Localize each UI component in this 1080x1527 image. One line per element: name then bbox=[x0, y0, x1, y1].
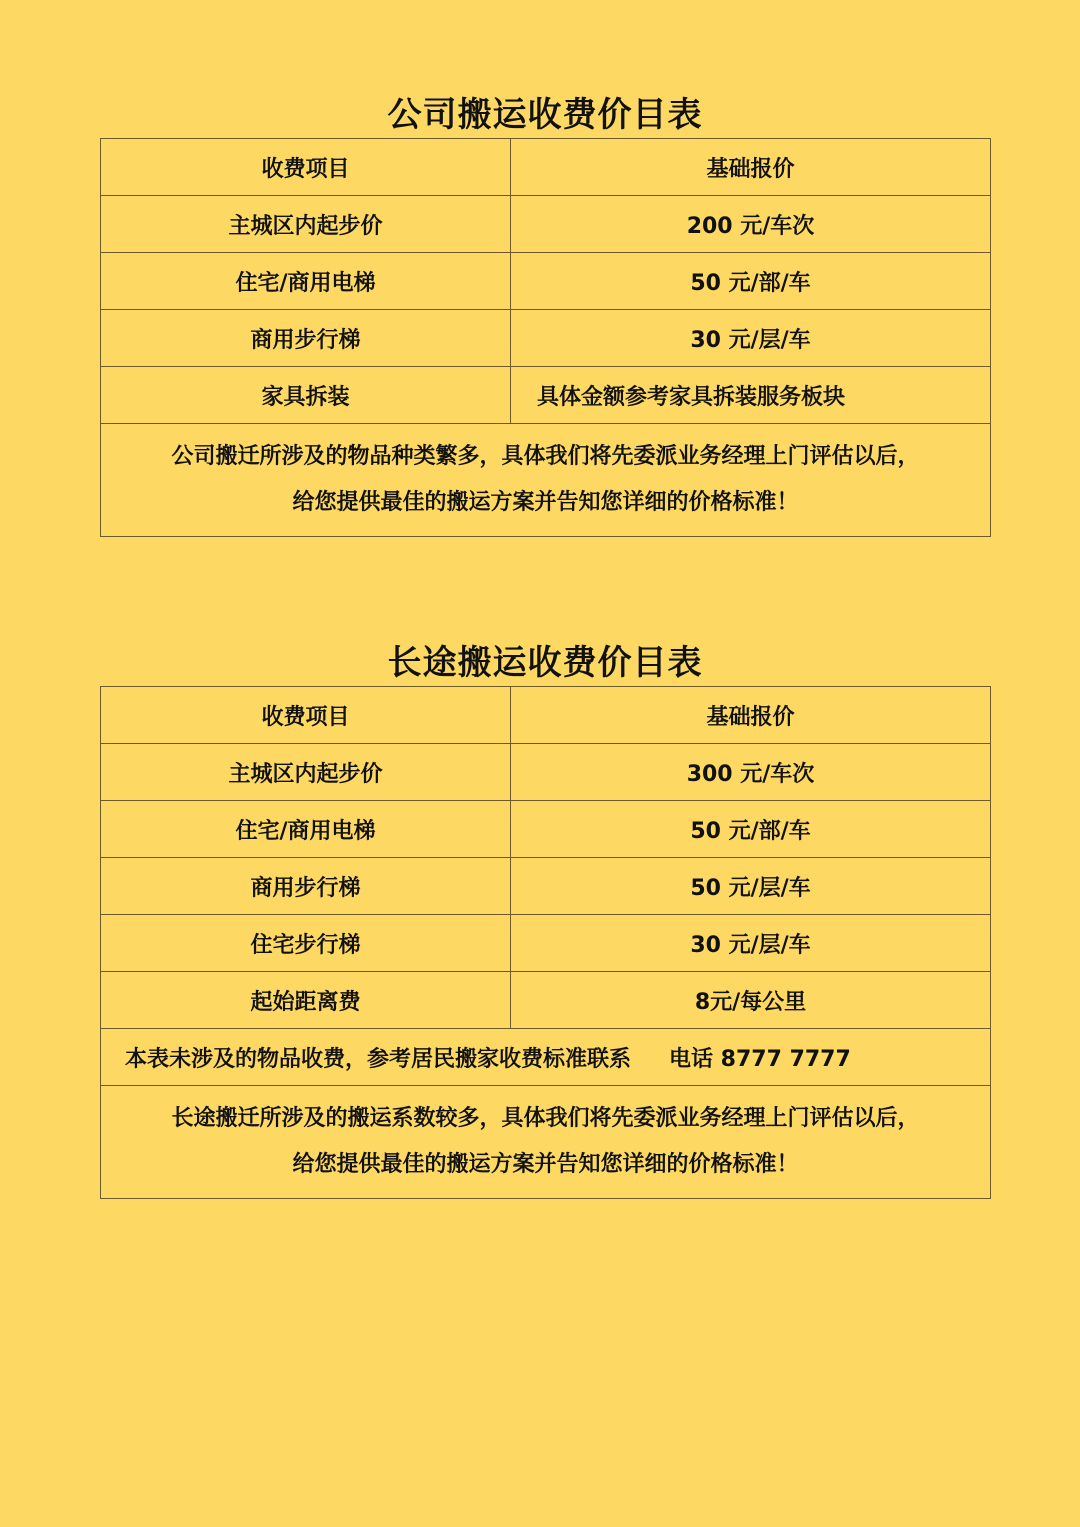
row-price: 50 元/部/车 bbox=[511, 801, 991, 858]
note-line-1: 长途搬迁所涉及的搬运系数较多，具体我们将先委派业务经理上门评估以后， bbox=[171, 1106, 920, 1131]
note-cell bbox=[101, 1086, 991, 1199]
contact-cell bbox=[101, 1029, 991, 1086]
row-item: 住宅/商用电梯 bbox=[101, 253, 511, 310]
header-item: 收费项目 bbox=[101, 139, 511, 196]
row-price: 50 元/部/车 bbox=[511, 253, 991, 310]
table-row bbox=[101, 367, 991, 424]
row-item: 住宅步行梯 bbox=[101, 915, 511, 972]
row-price: 8元/每公里 bbox=[511, 972, 991, 1029]
note-line-2: 给您提供最佳的搬运方案并告知您详细的价格标准！ bbox=[292, 490, 799, 515]
header-price: 基础报价 bbox=[511, 687, 991, 744]
row-item: 家具拆装 bbox=[101, 367, 511, 424]
table-row bbox=[101, 972, 991, 1029]
contact-phone: 电话 8777 7777 bbox=[669, 1046, 851, 1072]
table-row bbox=[101, 858, 991, 915]
contact-row bbox=[101, 1029, 991, 1086]
table-header-row bbox=[101, 139, 991, 196]
note-line-2: 给您提供最佳的搬运方案并告知您详细的价格标准！ bbox=[292, 1152, 799, 1177]
note-line-1: 公司搬迁所涉及的物品种类繁多，具体我们将先委派业务经理上门评估以后， bbox=[171, 444, 920, 469]
table-header-row bbox=[101, 687, 991, 744]
row-item: 商用步行梯 bbox=[101, 310, 511, 367]
row-item: 住宅/商用电梯 bbox=[101, 801, 511, 858]
row-price: 300 元/车次 bbox=[511, 744, 991, 801]
contact-text: 本表未涉及的物品收费，参考居民搬家收费标准联系 bbox=[125, 1046, 632, 1072]
company-moving-price-table bbox=[100, 138, 991, 537]
row-item: 商用步行梯 bbox=[101, 858, 511, 915]
row-price: 200 元/车次 bbox=[511, 196, 991, 253]
row-price: 具体金额参考家具拆装服务板块 bbox=[511, 367, 991, 424]
table-row bbox=[101, 744, 991, 801]
row-price: 30 元/层/车 bbox=[511, 310, 991, 367]
table-row bbox=[101, 253, 991, 310]
long-distance-price-title: 长途搬运收费价目表 bbox=[387, 643, 703, 683]
long-distance-price-table bbox=[100, 686, 991, 1199]
table-row bbox=[101, 310, 991, 367]
note-cell bbox=[101, 424, 991, 537]
table-row bbox=[101, 801, 991, 858]
row-item: 主城区内起步价 bbox=[101, 744, 511, 801]
note-row bbox=[101, 424, 991, 537]
row-item: 主城区内起步价 bbox=[101, 196, 511, 253]
row-price: 30 元/层/车 bbox=[511, 915, 991, 972]
table-row bbox=[101, 196, 991, 253]
row-price: 50 元/层/车 bbox=[511, 858, 991, 915]
row-item: 起始距离费 bbox=[101, 972, 511, 1029]
header-item: 收费项目 bbox=[101, 687, 511, 744]
table-row bbox=[101, 915, 991, 972]
header-price: 基础报价 bbox=[511, 139, 991, 196]
note-row bbox=[101, 1086, 991, 1199]
company-moving-price-title: 公司搬运收费价目表 bbox=[387, 95, 703, 135]
